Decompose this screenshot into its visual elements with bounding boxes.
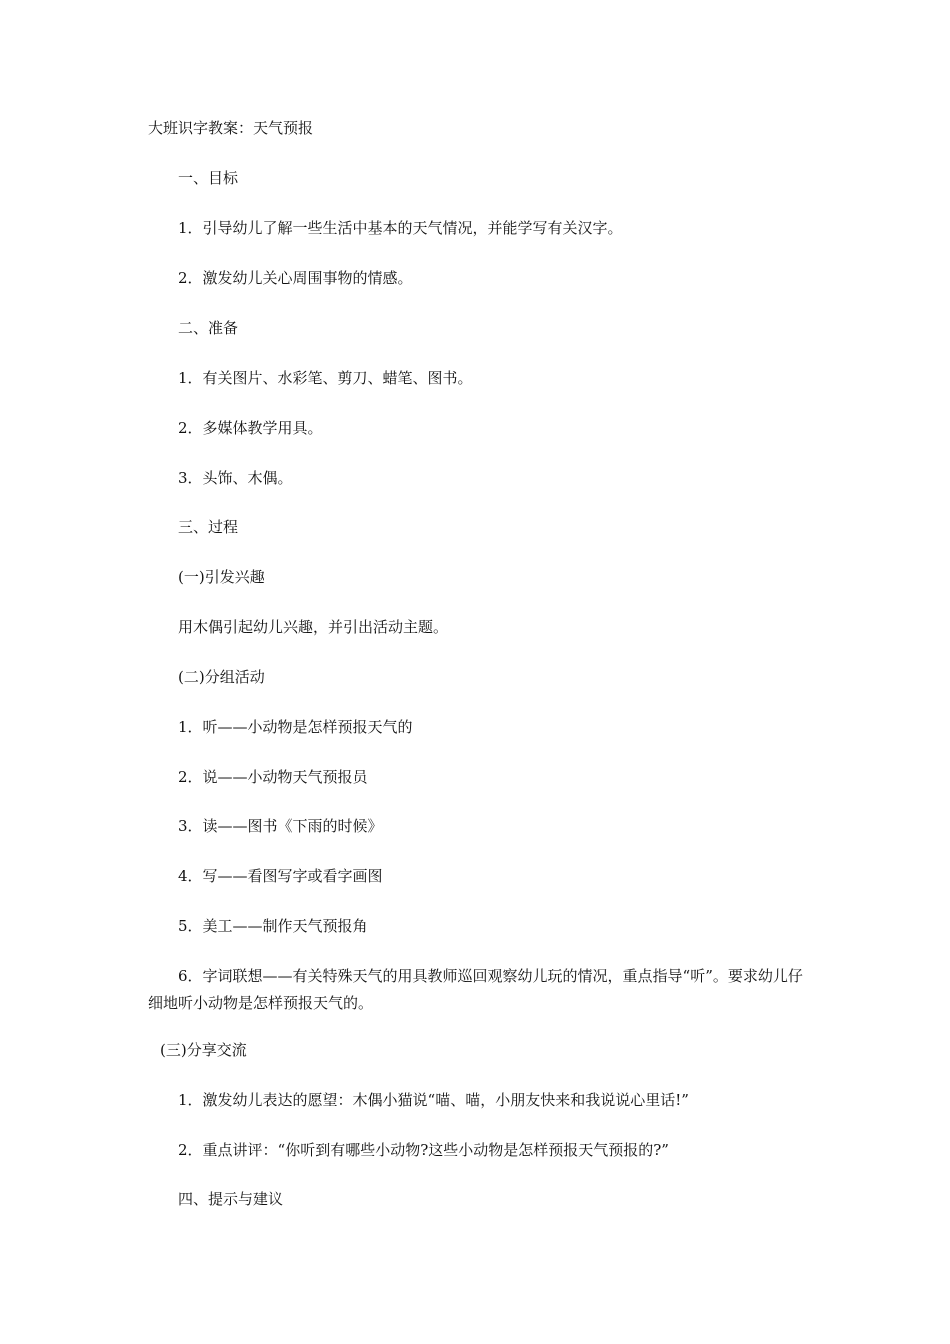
list-item: 3．头饰、木偶。 bbox=[178, 469, 293, 487]
paragraph: 用木偶引起幼儿兴趣，并引出活动主题。 bbox=[178, 618, 449, 636]
list-item: 5．美工——制作天气预报角 bbox=[178, 917, 368, 935]
subsection-heading: (二)分组活动 bbox=[178, 668, 265, 686]
list-item: 4．写——看图写字或看字画图 bbox=[178, 867, 383, 885]
section-heading-process: 三、过程 bbox=[178, 518, 239, 536]
list-item: 1．听——小动物是怎样预报天气的 bbox=[178, 718, 413, 736]
list-item: 3．读——图书《下雨的时候》 bbox=[178, 817, 383, 835]
list-item: 6．字词联想——有关特殊天气的用具教师巡回观察幼儿玩的情况，重点指导“听”。要求幼儿仔细地听小动物是怎样预报天气的。 bbox=[148, 967, 803, 1012]
section-heading-preparation: 二、准备 bbox=[178, 319, 239, 337]
list-item: 2．激发幼儿关心周围事物的情感。 bbox=[178, 269, 413, 287]
list-item: 2．多媒体教学用具。 bbox=[178, 419, 323, 437]
list-item: 1．激发幼儿表达的愿望：木偶小猫说“喵、喵，小朋友快来和我说说心里话!” bbox=[178, 1091, 689, 1109]
document-title: 大班识字教案：天气预报 bbox=[148, 119, 314, 137]
list-item: 1．引导幼儿了解一些生活中基本的天气情况，并能学写有关汉字。 bbox=[178, 219, 623, 237]
list-item: 2．重点讲评：“你听到有哪些小动物?这些小动物是怎样预报天气预报的?” bbox=[178, 1141, 669, 1159]
subsection-heading: (一)引发兴趣 bbox=[178, 568, 265, 586]
section-heading-goals: 一、目标 bbox=[178, 169, 239, 187]
list-item: 2．说——小动物天气预报员 bbox=[178, 768, 368, 786]
list-item: 1．有关图片、水彩笔、剪刀、蜡笔、图书。 bbox=[178, 369, 473, 387]
section-heading-tips: 四、提示与建议 bbox=[178, 1190, 284, 1208]
subsection-heading: (三)分享交流 bbox=[160, 1041, 247, 1059]
